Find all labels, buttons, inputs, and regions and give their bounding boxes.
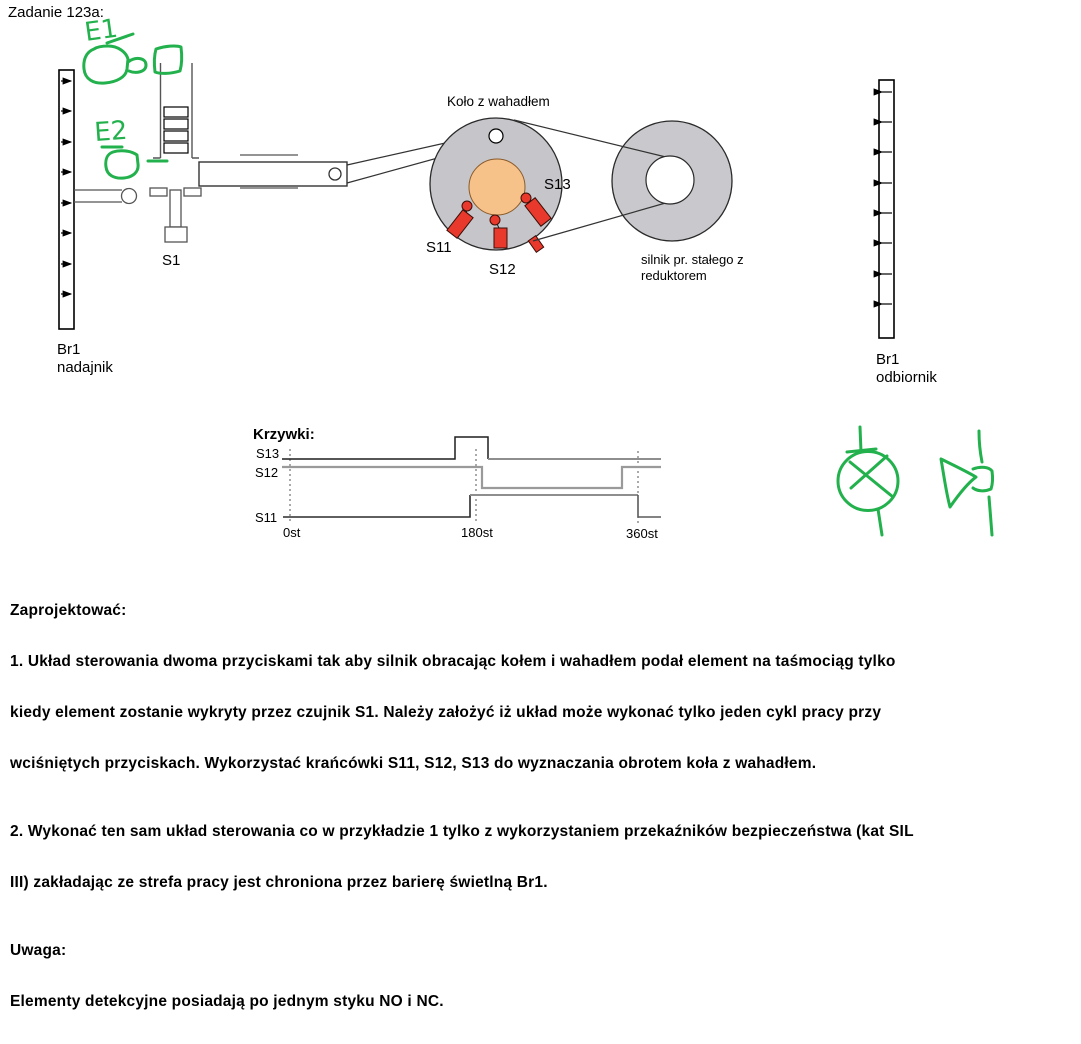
s12-label: S12 <box>489 261 516 278</box>
doodle-handle <box>128 58 146 72</box>
task1-line2: kiedy element zostanie wykryty przez czujnik S1. Należy założyć iż układ może wykonać tylko jeden cykl pracy przy <box>10 704 882 721</box>
lamp-body <box>838 452 898 511</box>
barrier-left-name: Br1 <box>57 341 81 358</box>
stacked-elements <box>164 107 188 153</box>
motor-caption-line1: silnik pr. stałego z <box>641 252 744 267</box>
light-barrier-transmitter <box>59 70 74 329</box>
s1-sensor <box>150 188 201 242</box>
doodle-blob-e2 <box>106 151 138 178</box>
conveyor-and-s1 <box>74 188 201 242</box>
timing-diagram <box>282 437 661 524</box>
task-text-block <box>10 568 914 1044</box>
horn-symbol <box>941 431 993 535</box>
timing-row-s11: S11 <box>255 510 278 525</box>
horn-wire-top <box>979 431 982 462</box>
motor-hub <box>646 156 694 204</box>
annotation-e2-text: E2 <box>93 115 129 148</box>
s11-pivot <box>462 201 472 211</box>
task2-line2: III) zakładając ze strefa pracy jest chroniona przez barierę świetlną Br1. <box>10 874 548 891</box>
s12-switch <box>494 228 507 248</box>
tasks-heading: Zaprojektować: <box>10 602 127 619</box>
lamp-wire-top <box>860 427 861 452</box>
tick-gridlines <box>290 449 638 524</box>
wheel-caption: Koło z wahadłem <box>447 94 550 109</box>
barrier-bar <box>59 70 74 329</box>
timing-row-s12: S12 <box>255 465 279 480</box>
pendulum-hub <box>469 159 525 215</box>
timing-heading: Krzywki: <box>253 426 315 443</box>
tick-180st: 180st <box>461 525 493 540</box>
s13-label: S13 <box>544 176 571 193</box>
pendulum-wheel <box>430 118 562 252</box>
horn-wire-bottom <box>989 497 992 535</box>
barrier-bar <box>879 80 894 338</box>
green-annotations <box>83 14 993 535</box>
horn-box <box>973 467 993 491</box>
s11-trace <box>283 495 470 517</box>
timing-row-s13: S13 <box>256 446 280 461</box>
s11-label: S11 <box>426 239 452 256</box>
barrier-right-role: odbiornik <box>876 369 937 386</box>
note-line: Elementy detekcyjne posiadają po jednym styku NO i NC. <box>10 993 444 1010</box>
tick-0st: 0st <box>283 525 301 540</box>
s11-trace-tail <box>638 495 661 517</box>
conveyor-roller <box>122 189 137 204</box>
pusher-rod <box>199 162 347 186</box>
task2-line1: 2. Wykonać ten sam układ sterowania co w przykładzie 1 tylko z wykorzystaniem przekaźników bezpieczeństwa (kat SIL <box>10 823 914 840</box>
tick-360st: 360st <box>626 526 658 541</box>
doodle-square <box>154 46 181 73</box>
task1-line1: 1. Układ sterowania dwoma przyciskami tak aby silnik obracając kołem i wahadłem podał element na taśmociąg tylko <box>10 653 896 670</box>
lamp-symbol <box>838 427 898 535</box>
page-title: Zadanie 123a: <box>8 4 104 21</box>
lamp-cross <box>850 456 893 497</box>
barrier-right-name: Br1 <box>876 351 900 368</box>
rod-pin <box>329 168 341 180</box>
s12-trace <box>282 467 661 488</box>
horn-cone <box>941 459 976 507</box>
doodle-blob-e1 <box>84 46 128 83</box>
s13-pivot <box>521 193 531 203</box>
light-barrier-receiver <box>879 80 894 338</box>
element-magazine <box>153 63 199 158</box>
barrier-left-role: nadajnik <box>57 359 113 376</box>
motor-caption-line2: reduktorem <box>641 268 707 283</box>
s1-label: S1 <box>162 252 181 269</box>
crank-pin <box>489 129 503 143</box>
lamp-wire-bottom <box>878 509 882 535</box>
task1-line3: wciśniętych przyciskach. Wykorzystać krańcówki S11, S12, S13 do wyznaczania obrotem koła z wahadłem. <box>10 755 817 772</box>
annotation-e1-text: E1 <box>82 13 120 48</box>
note-heading: Uwaga: <box>10 942 67 959</box>
s12-pivot <box>490 215 500 225</box>
